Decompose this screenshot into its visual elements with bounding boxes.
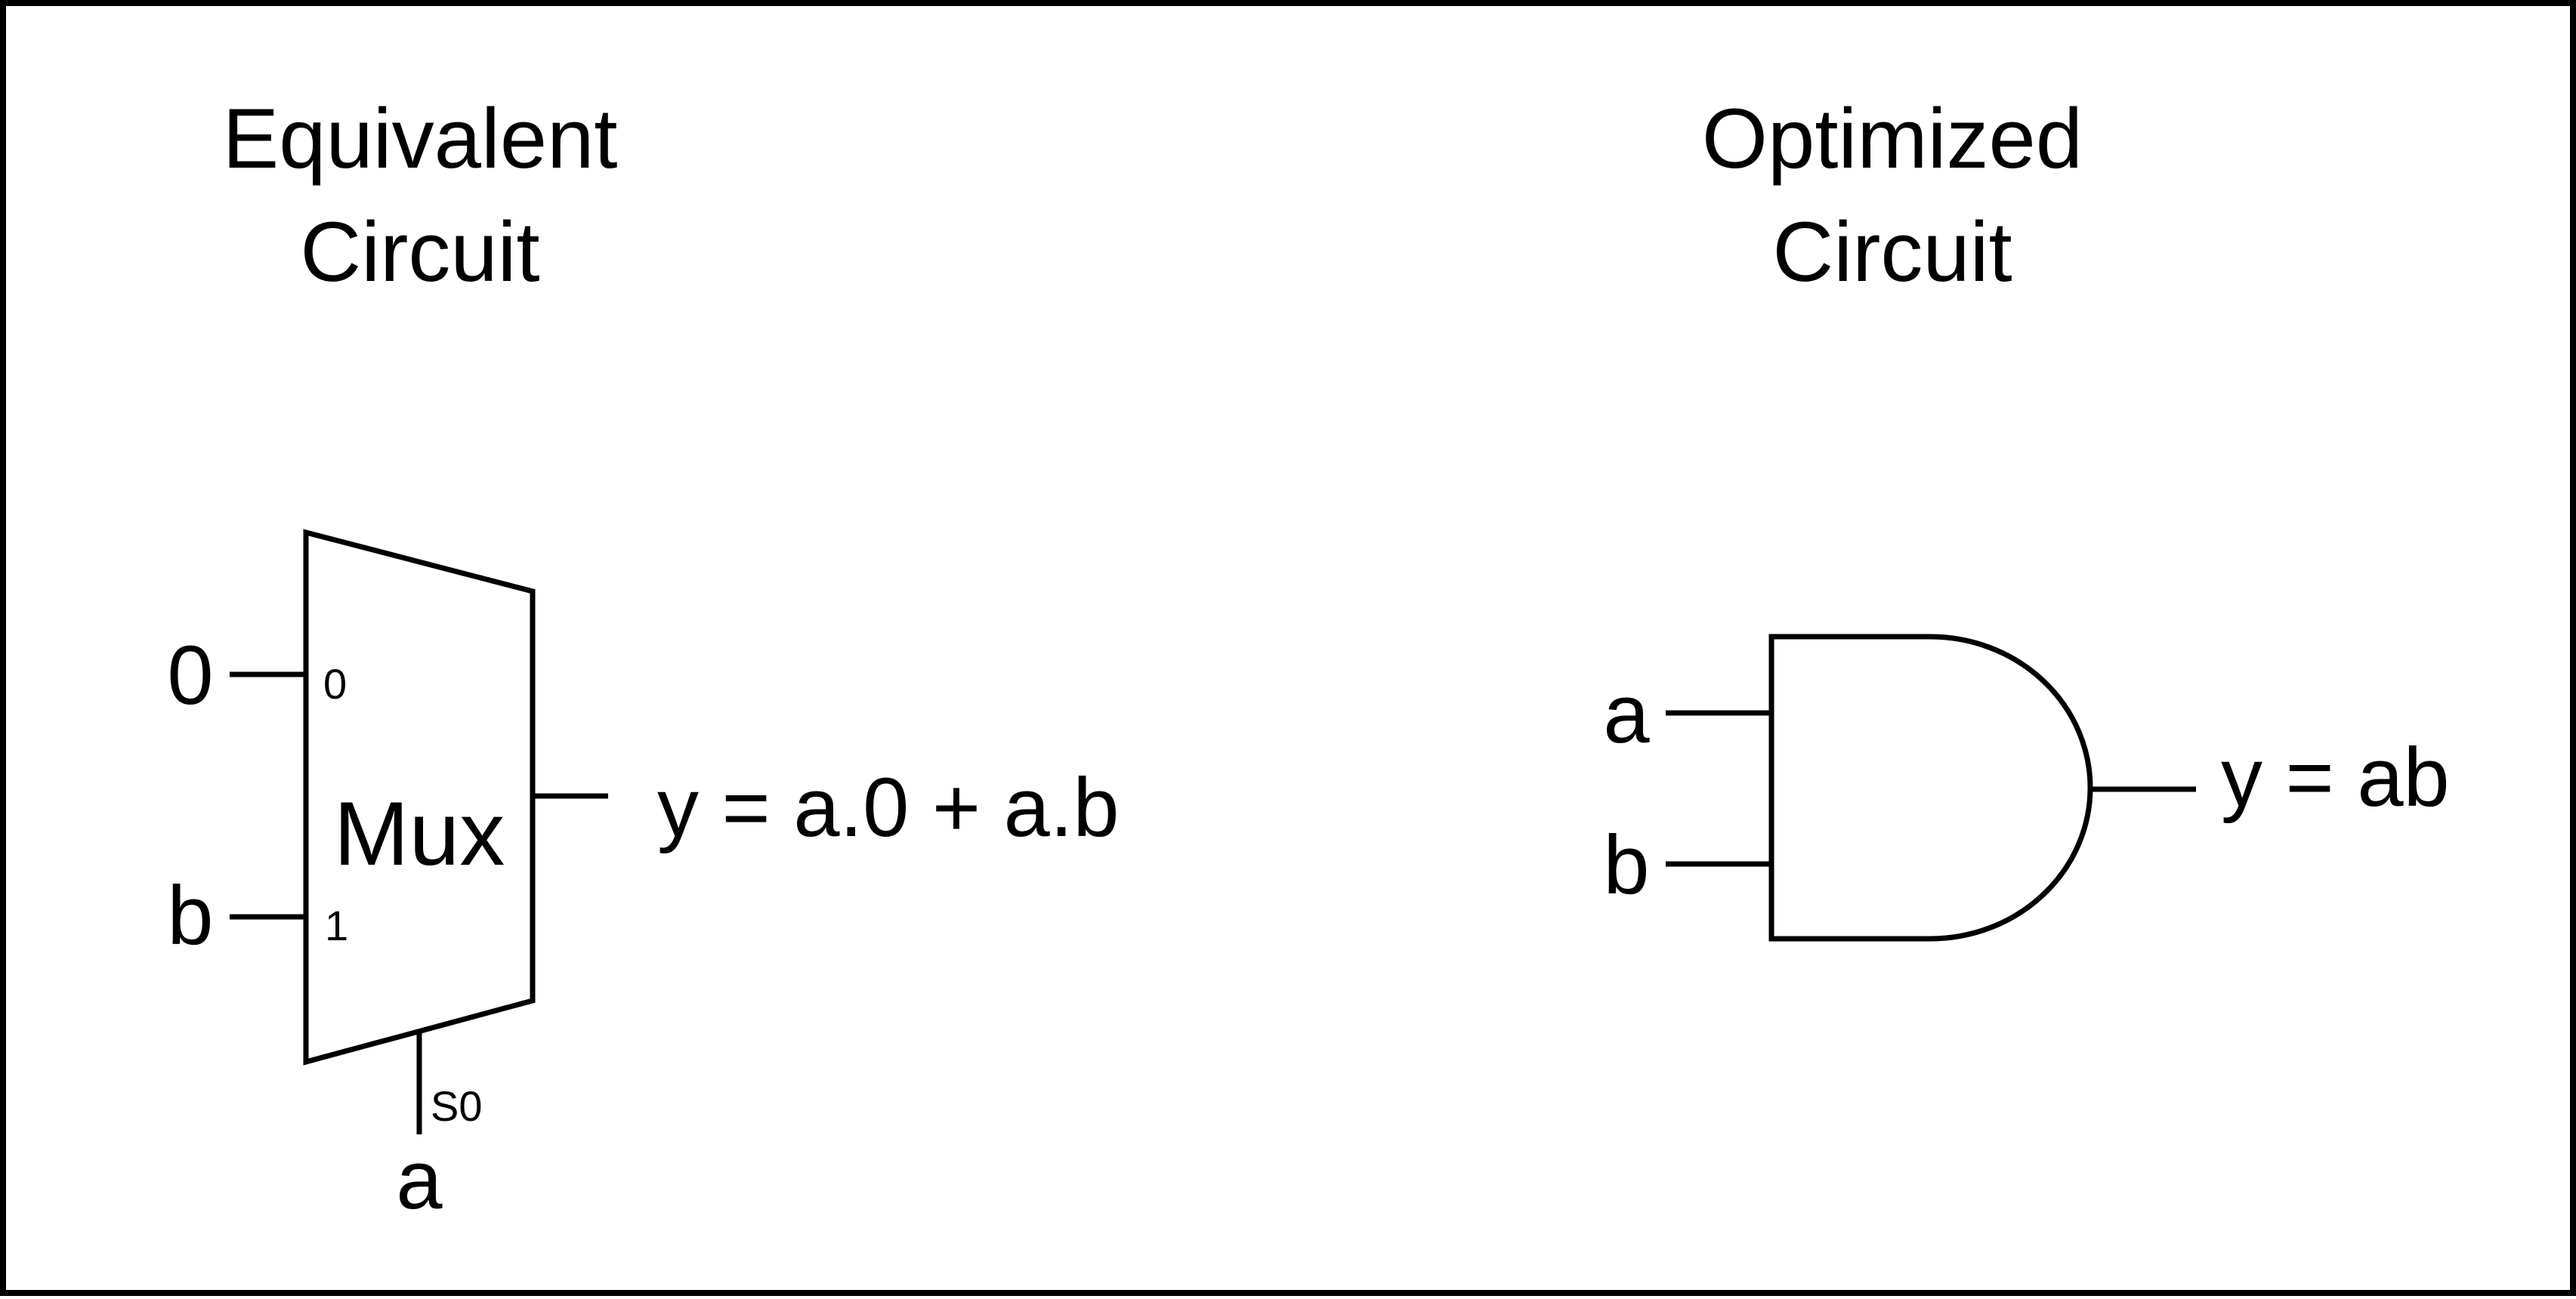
mux-select-input: a: [396, 1134, 443, 1226]
mux-output-expression: y = a.0 + a.b: [657, 761, 1120, 854]
mux-input0-value: 0: [167, 629, 214, 722]
mux-pin1-label: 1: [325, 902, 349, 949]
mux-select-pin-label: S0: [431, 1082, 483, 1130]
equivalent-title-line1: Equivalent: [222, 91, 618, 186]
and-output-expression: y = ab: [2221, 731, 2450, 824]
and-input-b-label: b: [1603, 819, 1650, 912]
optimized-title-line1: Optimized: [1701, 91, 2083, 186]
equivalent-title-line2: Circuit: [300, 205, 540, 299]
diagram-border: [3, 3, 2573, 1293]
mux-pin0-label: 0: [323, 660, 347, 708]
mux-label: Mux: [333, 783, 505, 884]
mux-input1-value: b: [167, 869, 214, 962]
optimized-title-line2: Circuit: [1772, 205, 2012, 299]
and-input-a-label: a: [1603, 668, 1650, 761]
